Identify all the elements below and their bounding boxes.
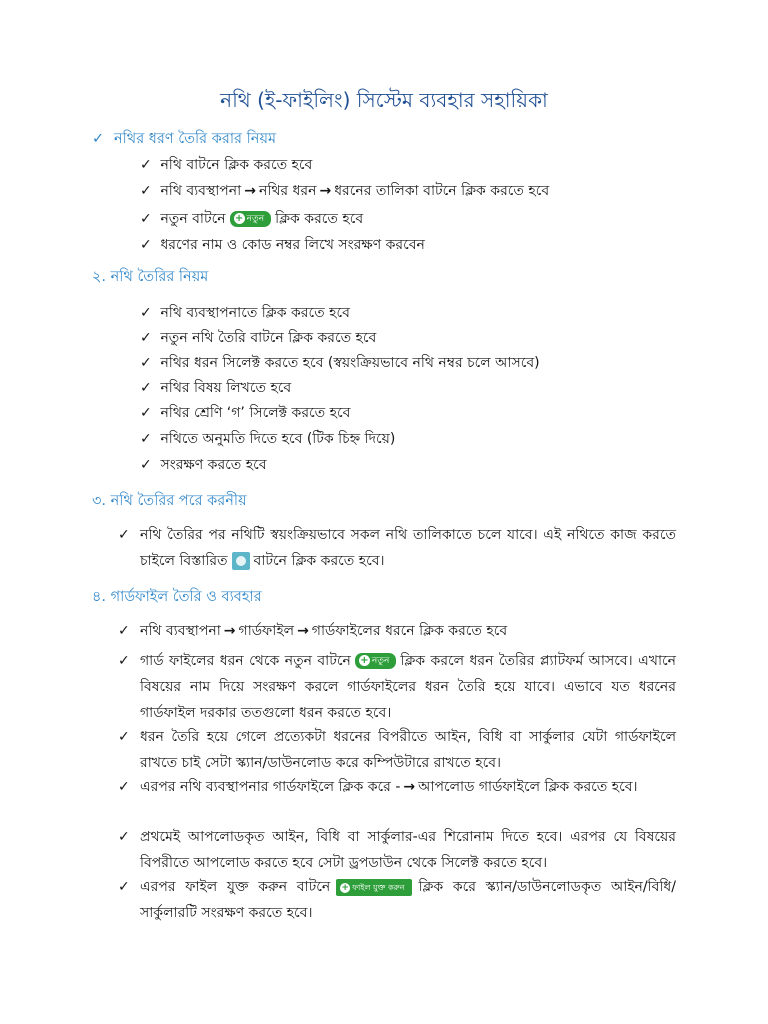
plus-icon: + [360,655,369,666]
check-icon: ✓ [140,355,152,371]
plus-icon: + [234,213,244,224]
arrow-icon: → [297,623,309,639]
check-icon: ✓ [140,457,152,473]
list-item: ✓ নথির শ্রেণি ‘গ’ সিলেক্ট করতে হবে [140,400,350,426]
check-icon: ✓ [92,131,105,147]
check-icon: ✓ [140,330,152,346]
new-button-image: + নতুন [355,653,397,669]
list-item: ✓ নথির ধরন সিলেক্ট করতে হবে (স্বয়ংক্রিয়ভাবে নথি নম্বর চলে আসবে) [140,350,540,376]
list-item: ✓ নথিতে অনুমতি দিতে হবে (টিক চিহ্ন দিয়ে) [140,426,395,452]
paragraph: ✓ ধরন তৈরি হয়ে গেলে প্রত্যেকটা ধরনের বিপরীতে আইন, বিধি বা সার্কুলার যেটা গার্ডফাইলে রাখতে চাই সেটা স্ক্যান/ডাউনলোড করে কম্পিউটারে রাখতে হবে। [140,724,676,776]
list-item: ✓ নতুন নথি তৈরি বাটনে ক্লিক করতে হবে [140,325,376,351]
check-icon: ✓ [118,879,130,895]
page-title: নথি (ই-ফাইলিং) সিস্টেম ব্যবহার সহায়িকা [220,88,548,112]
list-item: ✓ নথির বিষয় লিখতে হবে [140,375,291,401]
list-item: ✓ ধরণের নাম ও কোড নম্বর লিখে সংরক্ষণ করবেন [140,232,425,258]
check-icon: ✓ [140,305,152,321]
check-icon: ✓ [140,431,152,447]
arrow-icon: → [244,183,256,199]
section4-heading: ৪. গার্ডফাইল তৈরি ও ব্যবহার [92,589,262,605]
attach-file-button-image: + ফাইল যুক্ত করুন [336,879,412,896]
check-icon: ✓ [118,729,130,745]
paragraph: ✓ এরপর ফাইল যুক্ত করুন বাটনে + ফাইল যুক্ত করুন ক্লিক করে স্ক্যান/ডাউনলোডকৃত আইন/বিধি/সার্কুলারটি সংরক্ষণ করতে হবে। [140,874,676,926]
check-icon: ✓ [140,183,152,199]
arrow-icon: → [403,779,416,795]
check-icon: ✓ [118,653,130,669]
check-icon: ✓ [118,779,130,795]
paragraph: ✓ নথি তৈরির পর নথিটি স্বয়ংক্রিয়ভাবে সকল নথি তালিকাতে চলে যাবে। এই নথিতে কাজ করতে চাইলে বিস্তারিত বাটনে ক্লিক করতে হবে। [140,522,676,574]
check-icon: ✓ [140,237,152,253]
list-item: ✓ নথি ব্যবস্থাপনাতে ক্লিক করতে হবে [140,300,350,326]
paragraph: ✓ প্রথমেই আপলোডকৃত আইন, বিধি বা সার্কুলার-এর শিরোনাম দিতে হবে। এরপর যে বিষয়ের বিপরীতে আপলোড করতে হবে সেটা ড্রপডাউন থেকে সিলেক্ট করতে হবে। [140,824,676,876]
list-item: ✓ নথি বাটনে ক্লিক করতে হবে [140,152,312,178]
plus-icon: + [341,882,349,893]
section2-heading: ২. নথি তৈরির নিয়ম [92,269,209,285]
section3-heading: ৩. নথি তৈরির পরে করনীয় [92,493,247,509]
list-item: ✓ নথি ব্যবস্থাপনা → গার্ডফাইল → গার্ডফাইলের ধরনে ক্লিক করতে হবে [140,618,507,644]
arrow-icon: → [223,623,236,639]
check-icon: ✓ [118,623,130,639]
list-item: ✓ নতুন বাটনে + নতুন ক্লিক করতে হবে [140,206,363,232]
check-icon: ✓ [140,380,152,396]
check-icon: ✓ [118,829,130,845]
new-button-image: + নতুন [230,211,272,227]
check-icon: ✓ [140,211,152,227]
list-item: ✓ নথি ব্যবস্থাপনা → নথির ধরন → ধরনের তালিকা বাটনে ক্লিক করতে হবে [140,178,549,204]
list-item: ✓ সংরক্ষণ করতে হবে [140,452,267,478]
check-icon: ✓ [140,405,152,421]
section1-heading: ✓ নথির ধরণ তৈরি করার নিয়ম [92,131,277,147]
details-icon [232,552,250,570]
arrow-icon: → [319,183,332,199]
check-icon: ✓ [140,157,152,173]
check-icon: ✓ [118,527,130,543]
paragraph: ✓ এরপর নথি ব্যবস্থাপনার গার্ডফাইলে ক্লিক করে - → আপলোড গার্ডফাইলে ক্লিক করতে হবে। [140,774,676,800]
paragraph: ✓ গার্ড ফাইলের ধরন থেকে নতুন বাটনে + নতুন ক্লিক করলে ধরন তৈরির প্ল্যাটফর্ম আসবে। এখানে বিষয়ের নাম দিয়ে সংরক্ষণ করলে গার্ডফাইলের ধরন তৈরি হয়ে যাবে। এভাবে যত ধরনের গার্ডফাইল দরকার ততগুলো ধরন করতে হবে। [140,648,676,726]
